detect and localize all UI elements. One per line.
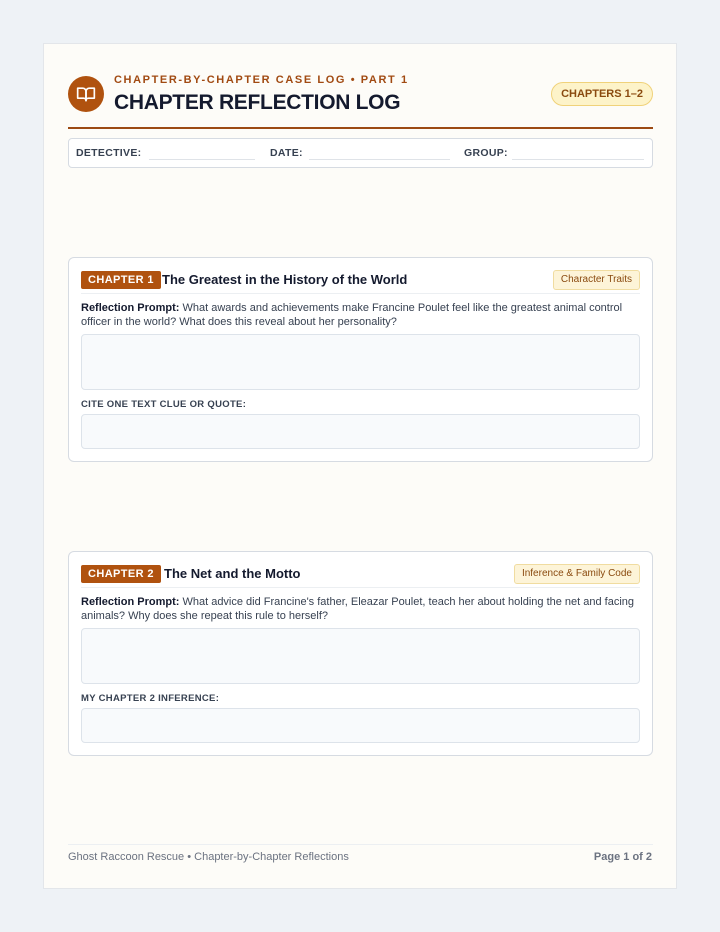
detective-field <box>76 139 141 167</box>
open-book-icon <box>68 76 104 112</box>
reflection-prompt <box>81 595 641 623</box>
card-divider <box>81 587 640 588</box>
footer-title: Ghost Raccoon Rescue • Chapter-by-Chapter Reflections <box>68 851 349 863</box>
chapter-card-1 <box>68 257 653 462</box>
chapter-badge: CHAPTER 2 <box>81 565 161 583</box>
chapter-card-header <box>81 564 640 588</box>
header-divider <box>68 127 653 129</box>
reflection-prompt <box>81 301 641 329</box>
chapter-title: The Greatest in the History of the World <box>162 272 408 287</box>
date-field <box>270 139 303 167</box>
chapter-card-header <box>81 270 640 294</box>
header-kicker: CHAPTER-BY-CHAPTER CASE LOG • PART 1 <box>114 74 409 86</box>
prompt-text: What advice did Francine's father, Eleazar Poulet, teach her about holding the net and facing animals? Why does she repeat this rule to herself? <box>81 596 635 622</box>
chapter-title: The Net and the Motto <box>164 566 301 581</box>
inference-label: MY CHAPTER 2 INFERENCE: <box>81 693 220 704</box>
prompt-label: Reflection Prompt: <box>81 596 180 608</box>
prompt-label: Reflection Prompt: <box>81 302 180 314</box>
skill-tag: Character Traits <box>553 270 640 290</box>
prompt-text: What awards and achievements make Francine Poulet feel like the greatest animal control officer in the world? What does this reveal about her personality? <box>81 302 623 328</box>
chapter-card-2 <box>68 551 653 756</box>
skill-tag: Inference & Family Code <box>514 564 640 584</box>
page-number: Page 1 of 2 <box>593 851 652 863</box>
worksheet-page <box>43 43 677 889</box>
group-label: GROUP: <box>464 147 508 159</box>
detective-label: DETECTIVE: <box>76 147 142 159</box>
page-title: CHAPTER REFLECTION LOG <box>114 91 401 114</box>
text-clue-label: CITE ONE TEXT CLUE OR QUOTE: <box>81 399 247 410</box>
card-divider <box>81 293 640 294</box>
reflection-response-box[interactable] <box>81 628 640 684</box>
date-input-line[interactable] <box>309 159 450 160</box>
text-clue-box[interactable] <box>81 414 640 449</box>
group-field <box>464 139 508 167</box>
detective-input-line[interactable] <box>149 159 255 160</box>
group-input-line[interactable] <box>512 159 644 160</box>
footer-divider <box>68 844 653 845</box>
date-label: DATE: <box>270 147 303 159</box>
student-info-bar <box>68 138 653 168</box>
reflection-response-box[interactable] <box>81 334 640 390</box>
chapters-badge: CHAPTERS 1–2 <box>551 82 653 106</box>
inference-box[interactable] <box>81 708 640 743</box>
chapter-badge: CHAPTER 1 <box>81 271 161 289</box>
header <box>68 74 653 130</box>
